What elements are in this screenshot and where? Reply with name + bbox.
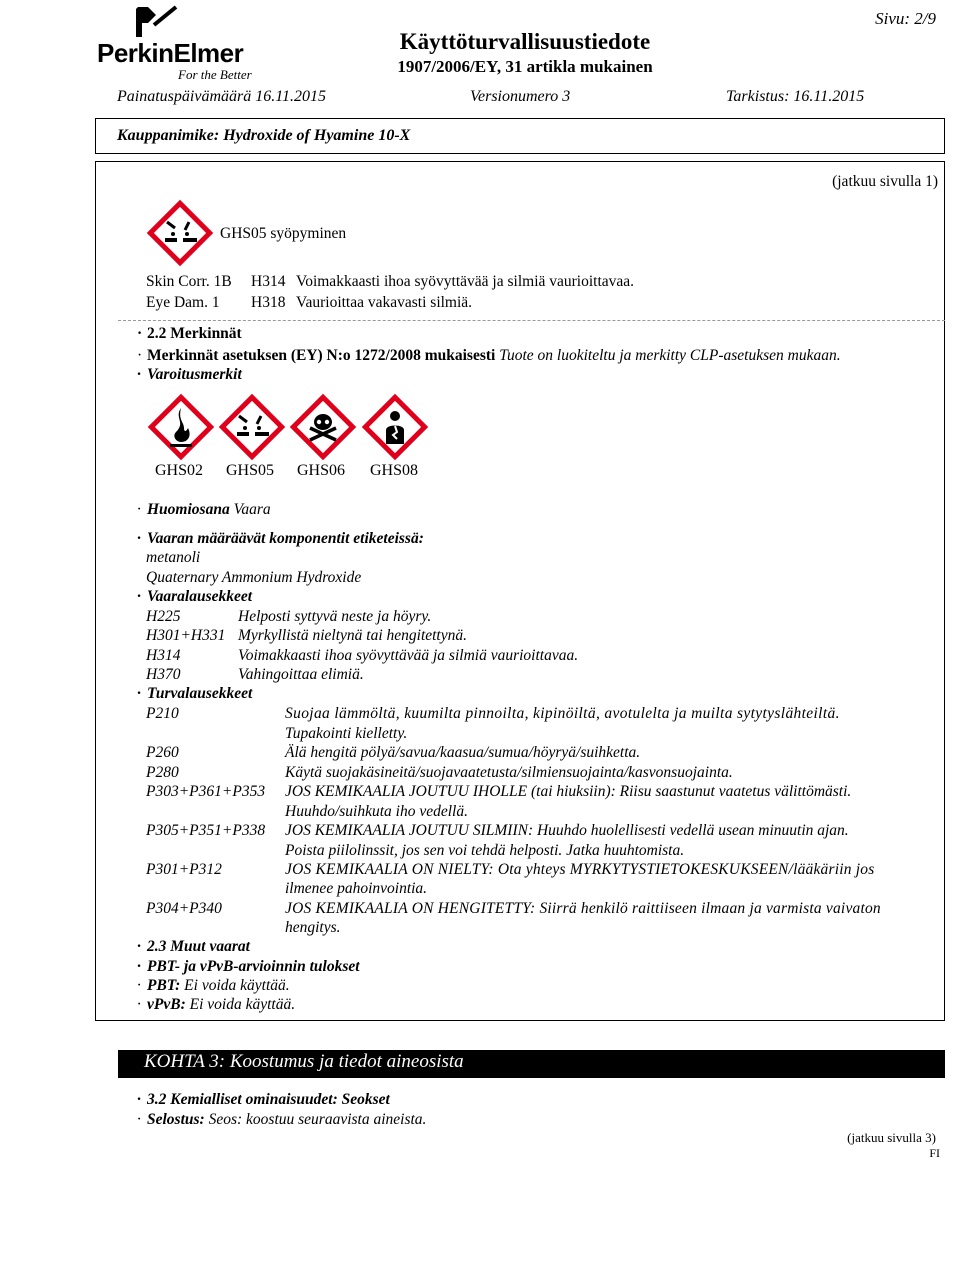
- precaution-text-6a: JOS KEMIKAALIA ON NIELTY: Ota yhteys MYRKYTYSTIETOKESKUKSEEN/lääkäriin jos: [285, 861, 875, 878]
- corrosion-icon: [145, 198, 215, 268]
- hazard-code-1: H225: [146, 608, 181, 625]
- section-3-title: KOHTA 3: Koostumus ja tiedot aineosista: [144, 1051, 464, 1072]
- precaution-code-5: P305+P351+P338: [146, 822, 266, 839]
- classification-text-2: Vaurioittaa vakavasti silmiä.: [296, 294, 473, 311]
- revision-date: Tarkistus: 16.11.2015: [726, 88, 865, 105]
- company-name: PerkinElmer: [97, 38, 244, 68]
- signal-word-line: · Huomiosana Vaara: [137, 501, 271, 518]
- print-date: Painatuspäivämäärä 16.11.2015: [117, 88, 327, 105]
- hazard-text-1: Helposti syttyvä neste ja höyry.: [238, 608, 432, 625]
- skull-crossbones-icon: [288, 392, 358, 462]
- precaution-text-7a: JOS KEMIKAALIA ON HENGITETTY: Siirrä henkilö raittiiseen ilmaan ja varmista vaivaton: [285, 900, 881, 917]
- precaution-code-6: P301+P312: [146, 861, 222, 878]
- pictogram-code-ghs02: GHS02: [155, 462, 204, 479]
- regulation-line: · Merkinnät asetuksen (EY) N:o 1272/2008 mukaisesti Tuote on luokiteltu ja merkitty CLP-asetuksen mukaan.: [137, 347, 841, 364]
- precaution-text-5a: JOS KEMIKAALIA JOUTUU SILMIIN: Huuhdo huolellisesti vedellä usean minuutin ajan.: [285, 822, 849, 839]
- component-2: Quaternary Ammonium Hydroxide: [146, 569, 362, 586]
- pictogram-code-ghs05: GHS05: [226, 462, 275, 479]
- document-subtitle: 1907/2006/EY, 31 artikla mukainen: [397, 57, 653, 76]
- hazard-text-4: Vahingoittaa elimiä.: [238, 666, 364, 683]
- precaution-heading: · Turvalausekkeet: [137, 685, 253, 702]
- precaution-code-7: P304+P340: [146, 900, 222, 917]
- hazard-text-3: Voimakkaasti ihoa syövyttävää ja silmiä vaurioittavaa.: [238, 647, 579, 664]
- precaution-text-1a: Suojaa lämmöltä, kuumilta pinnoilta, kipinöiltä, avotulelta ja muilta sytytyslähteiltä.: [285, 705, 840, 722]
- section-3-description: · Selostus: Seos: koostuu seuraavista aineista.: [137, 1111, 427, 1128]
- section-divider: [118, 320, 945, 321]
- pbt-heading: · PBT- ja vPvB-arvioinnin tulokset: [137, 958, 360, 975]
- classification-h-2: H318: [251, 294, 286, 311]
- language-code: FI: [929, 1146, 940, 1160]
- hazard-code-2: H301+H331: [146, 627, 226, 644]
- pictogram-code-ghs08: GHS08: [370, 462, 419, 479]
- precaution-code-1: P210: [146, 705, 179, 722]
- health-hazard-icon: [360, 392, 430, 462]
- page-number: Sivu: 2/9: [875, 9, 936, 28]
- classification-h-1: H314: [251, 273, 286, 290]
- precaution-text-6b: ilmenee pahoinvointia.: [285, 880, 428, 897]
- section-3-subheading: · 3.2 Kemialliset ominaisuudet: Seokset: [137, 1091, 390, 1108]
- precaution-text-7b: hengitys.: [285, 919, 341, 936]
- hazard-heading: · Vaaralausekkeet: [137, 588, 253, 605]
- continued-from-note: (jatkuu sivulla 1): [832, 173, 938, 190]
- trade-name: Kauppanimike: Hydroxide of Hyamine 10-X: [117, 127, 411, 144]
- flame-icon: [146, 392, 216, 462]
- pictogram-code-ghs06: GHS06: [297, 462, 346, 479]
- hazard-code-4: H370: [146, 666, 181, 683]
- labelling-heading: · 2.2 Merkinnät: [137, 325, 242, 342]
- component-1: metanoli: [146, 549, 201, 566]
- precaution-text-3: Käytä suojakäsineitä/suojavaatetusta/silmiensuojainta/kasvonsuojainta.: [285, 764, 733, 781]
- precaution-code-2: P260: [146, 744, 179, 761]
- pbt-line: · PBT: Ei voida käyttää.: [137, 977, 290, 994]
- precaution-code-3: P280: [146, 764, 179, 781]
- hazard-text-2: Myrkyllistä nieltynä tai hengitettynä.: [238, 627, 467, 644]
- other-hazards-heading: · 2.3 Muut vaarat: [137, 938, 250, 955]
- version-number: Versionumero 3: [470, 88, 571, 105]
- classification-text-1: Voimakkaasti ihoa syövyttävää ja silmiä vaurioittavaa.: [296, 273, 635, 290]
- precaution-text-4a: JOS KEMIKAALIA JOUTUU IHOLLE (tai hiuksiin): Riisu saastunut vaatetus välittömästi.: [285, 783, 852, 800]
- precaution-text-2: Älä hengitä pölyä/savua/kaasua/sumua/höyryä/suihketta.: [285, 744, 641, 761]
- corrosion-icon: [217, 392, 287, 462]
- ghs05-label: GHS05 syöpyminen: [220, 225, 347, 242]
- vpvb-line: · vPvB: Ei voida käyttää.: [137, 996, 296, 1013]
- precaution-code-4: P303+P361+P353: [146, 783, 266, 800]
- precaution-text-5b: Poista piilolinssit, jos sen voi tehdä helposti. Jatka huuhtomista.: [285, 842, 685, 859]
- pictograms-heading: · Varoitusmerkit: [137, 366, 242, 383]
- company-tagline: For the Better: [178, 67, 252, 82]
- continued-to-note: (jatkuu sivulla 3): [847, 1130, 936, 1145]
- document-title: Käyttöturvallisuustiedote: [399, 29, 651, 54]
- classification-code-1: Skin Corr. 1B: [146, 273, 232, 290]
- precaution-text-4b: Huuhdo/suihkuta iho vedellä.: [285, 803, 468, 820]
- precaution-text-1b: Tupakointi kielletty.: [285, 725, 408, 742]
- hazard-code-3: H314: [146, 647, 181, 664]
- components-heading: · Vaaran määräävät komponentit etiketeissä:: [137, 530, 424, 547]
- classification-code-2: Eye Dam. 1: [146, 294, 220, 311]
